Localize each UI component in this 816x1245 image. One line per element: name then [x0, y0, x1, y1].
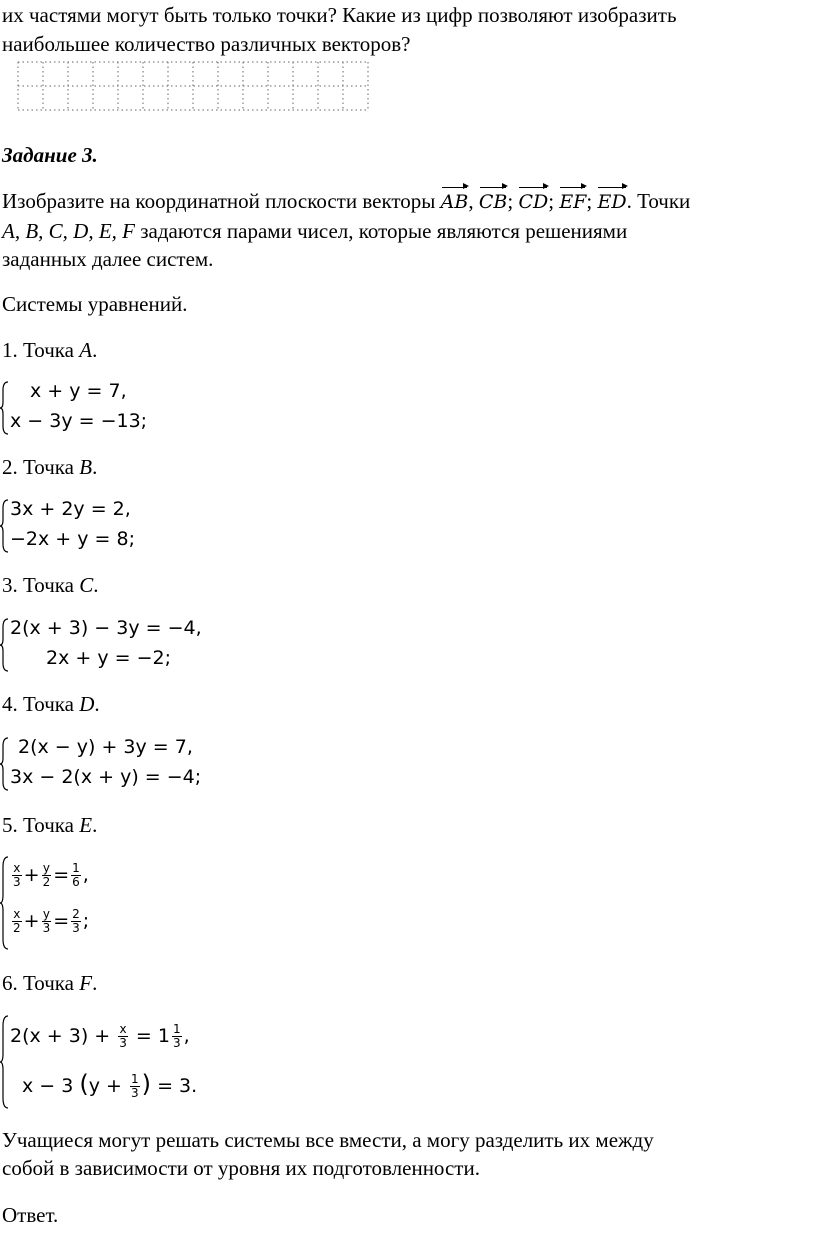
task-text-start: Изобразите на координатной плоскости векторы: [2, 189, 441, 213]
numerator: x: [13, 907, 21, 921]
denominator: 2: [42, 875, 51, 889]
equals-sign: =: [53, 864, 70, 886]
denominator: 2: [13, 921, 21, 935]
comma: ,: [82, 864, 89, 886]
equation-e-2: [10, 905, 89, 937]
task-heading: Задание 3.: [2, 143, 98, 167]
answer-label: Ответ.: [2, 1203, 59, 1227]
system-b: [0, 498, 180, 554]
equation-a-1: x + y = 7,: [30, 380, 127, 402]
numerator: 1: [131, 1072, 139, 1086]
point-name: A: [79, 338, 93, 362]
denominator: 3: [131, 1086, 139, 1100]
equation-part: y +: [88, 1075, 129, 1097]
system-f: [0, 1014, 260, 1110]
vector-ef: EF: [559, 189, 586, 216]
equation-part: = 1: [129, 1025, 170, 1047]
vector-ed: ED: [597, 189, 626, 216]
equation-b-2: −2x + y = 8;: [10, 528, 135, 550]
equation-a-2: x − 3y = −13;: [10, 410, 148, 432]
points-list: A, B, C, D, E, F: [2, 219, 135, 243]
system-a: [0, 380, 180, 436]
plus-sign: +: [23, 864, 40, 886]
point-e-label: 5. Точка E.: [2, 813, 98, 837]
fraction: [172, 1023, 182, 1050]
dot-grid-figure: [16, 60, 372, 112]
task-text-line-3: заданных далее систем.: [2, 247, 214, 271]
point-a-label: 1. Точка A.: [2, 338, 98, 362]
brace-icon: [0, 1014, 10, 1110]
brace-icon: [0, 736, 10, 792]
point-d-label: 4. Точка D.: [2, 692, 100, 716]
equation-part: = 3.: [151, 1075, 198, 1097]
point-name: E: [79, 813, 93, 837]
numerator: 1: [172, 1022, 181, 1036]
equation-part: x − 3: [22, 1075, 74, 1097]
numerator: 1: [72, 861, 80, 875]
numerator: y: [42, 861, 50, 875]
point-b-label: 2. Точка B.: [2, 455, 98, 479]
fraction: [42, 908, 52, 935]
numerator: y: [42, 907, 50, 921]
brace-icon: [0, 498, 10, 554]
point-f-label: 6. Точка F.: [2, 971, 98, 995]
fraction: [12, 908, 22, 935]
equation-d-1: 2(x − y) + 3y = 7,: [18, 736, 193, 758]
equation-d-2: 3x − 2(x + y) = −4;: [10, 766, 202, 788]
equation-c-2: 2x + y = −2;: [46, 647, 171, 669]
equation-e-1: [10, 859, 89, 891]
numerator: x: [119, 1022, 127, 1036]
brace-icon: [0, 380, 10, 436]
fraction: [130, 1073, 140, 1100]
vector-cd: CD: [518, 189, 548, 216]
point-label-text: 3. Точка: [2, 573, 80, 597]
paren-close: ): [141, 1070, 152, 1098]
point-label-text: 6. Точка: [2, 971, 80, 995]
task-text-end: . Точки: [626, 189, 691, 213]
comma: ,: [183, 1025, 190, 1047]
intro-line-1: их частями могут быть только точки? Какие из цифр позволяют изобразить: [2, 3, 677, 27]
point-name: B: [79, 455, 93, 479]
point-name: F: [79, 971, 93, 995]
semicolon: ;: [82, 910, 90, 932]
equals-sign: =: [53, 910, 70, 932]
brace-icon: [0, 617, 10, 673]
fraction: [42, 862, 52, 889]
numerator: x: [13, 861, 21, 875]
task-text-2: задаются парами чисел, которые являются решениями: [134, 219, 628, 243]
equation-c-1: 2(x + 3) − 3y = −4,: [10, 617, 202, 639]
denominator: 3: [13, 875, 21, 889]
point-label-text: 2. Точка: [2, 455, 80, 479]
plus-sign: +: [23, 910, 40, 932]
fraction: [118, 1023, 128, 1050]
vector-ab: AB: [441, 189, 469, 216]
denominator: 3: [42, 921, 51, 935]
outro-line-2: собой в зависимости от уровня их подготовленности.: [2, 1156, 480, 1180]
task-text-line-2: [2, 218, 627, 245]
system-c: [0, 617, 240, 673]
denominator: 3: [72, 921, 80, 935]
denominator: 6: [72, 875, 80, 889]
brace-icon: [0, 855, 10, 951]
vector-cb: CB: [479, 189, 508, 216]
systems-title: Системы уравнений.: [2, 292, 188, 316]
system-d: [0, 736, 240, 792]
point-label-text: 1. Точка: [2, 338, 80, 362]
paren-open: (: [79, 1070, 89, 1098]
fraction: [71, 908, 81, 935]
equation-b-1: 3x + 2y = 2,: [10, 498, 131, 520]
point-label-text: 4. Точка: [2, 692, 80, 716]
denominator: 3: [172, 1036, 181, 1050]
task-text-line-1: Изобразите на координатной плоскости векторы AB, CB; CD; EF; ED. Точки: [2, 188, 690, 216]
outro-line-1: Учащиеся могут решать системы все вмести, а могу разделить их между: [2, 1128, 654, 1152]
point-label-text: 5. Точка: [2, 813, 80, 837]
denominator: 3: [119, 1036, 127, 1050]
equation-f-2: [22, 1068, 197, 1102]
equation-part: 2(x + 3) +: [10, 1025, 117, 1047]
point-c-label: 3. Точка C.: [2, 573, 99, 597]
equation-f-1: [10, 1020, 190, 1052]
numerator: 2: [72, 907, 80, 921]
fraction: [71, 862, 81, 889]
system-e: [0, 855, 160, 951]
intro-line-2: наибольшее количество различных векторов?: [2, 32, 411, 56]
fraction: [12, 862, 22, 889]
point-name: D: [79, 692, 95, 716]
point-name: C: [79, 573, 94, 597]
